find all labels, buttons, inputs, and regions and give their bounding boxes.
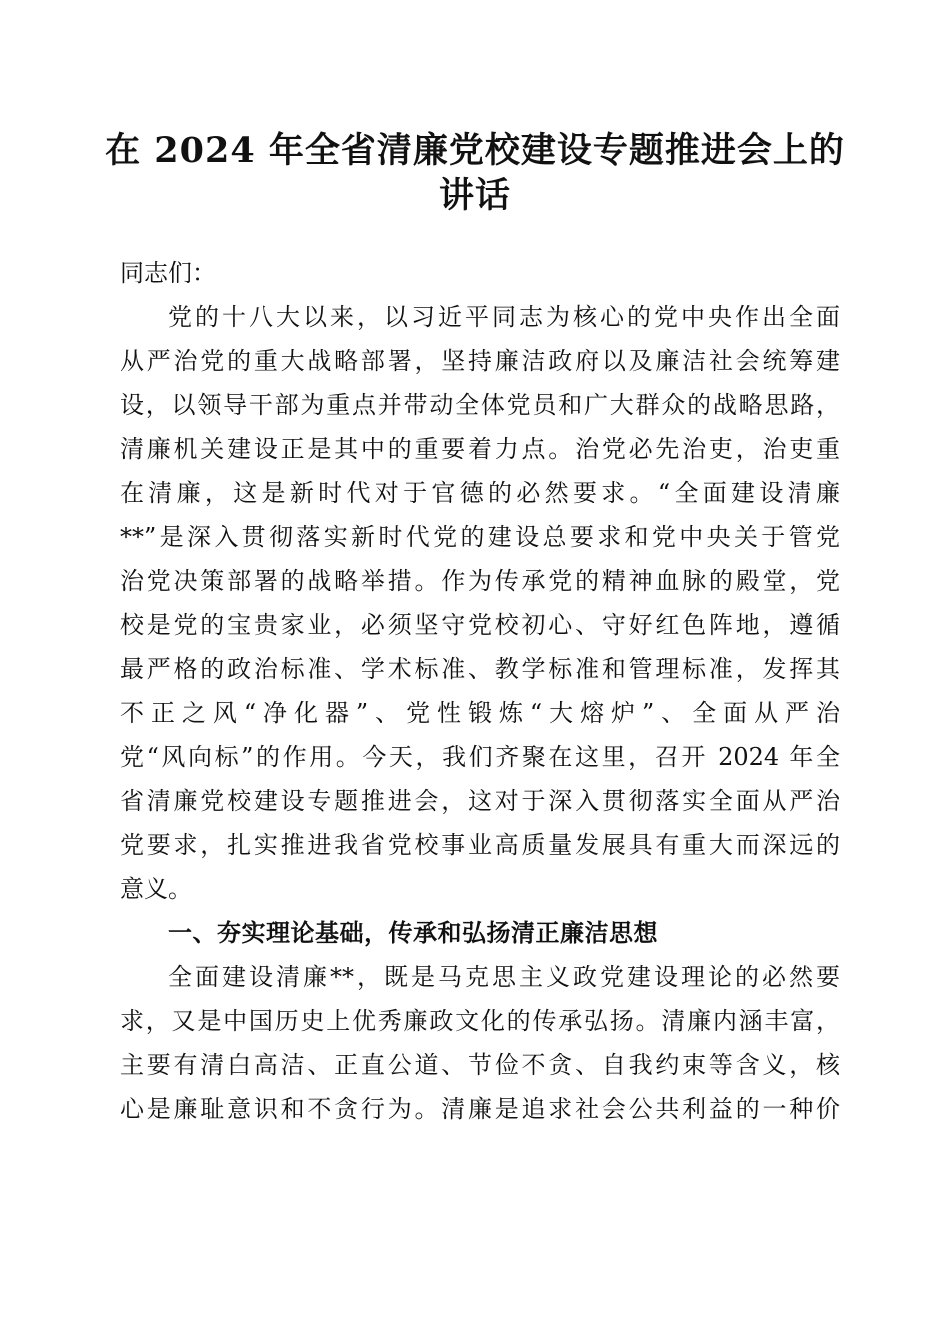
document-body [120,251,840,1131]
paragraph-line: 省清廉党校建设专题推进会，这对于深入贯彻落实全面从严治 [120,787,840,815]
paragraph-line: **”是深入贯彻落实新时代党的建设总要求和党中央关于管党 [120,523,840,551]
paragraph-line: 在清廉，这是新时代对于官德的必然要求。“全面建设清廉 [120,479,840,507]
paragraph-line: 心是廉耻意识和不贪行为。清廉是追求社会公共利益的一种价 [120,1095,840,1123]
paragraph-line: 主要有清白高洁、正直公道、节俭不贪、自我约束等含义，核 [120,1051,840,1079]
paragraph-line: 求，又是中国历史上优秀廉政文化的传承弘扬。清廉内涵丰富， [120,1007,840,1035]
paragraph-1 [120,295,840,911]
paragraph-line: 清廉机关建设正是其中的重要着力点。治党必先治吏，治吏重 [120,435,840,463]
paragraph-line: 全面建设清廉**，既是马克思主义政党建设理论的必然要 [168,963,840,991]
paragraph-line: 校是党的宝贵家业，必须坚守党校初心、守好红色阵地，遵循 [120,611,840,639]
paragraph-2 [120,955,840,1131]
paragraph-line: 治党决策部署的战略举措。作为传承党的精神血脉的殿堂，党 [120,567,840,595]
paragraph-line: 意义。 [120,875,192,903]
paragraph-line: 党的十八大以来，以习近平同志为核心的党中央作出全面 [168,303,840,331]
paragraph-line: 最严格的政治标准、学术标准、教学标准和管理标准，发挥其 [120,655,840,683]
title-line-1: 在 2024 年全省清廉党校建设专题推进会上的 [105,130,845,171]
paragraph-line: 党要求，扎实推进我省党校事业高质量发展具有重大而深远的 [120,831,840,859]
salutation: 同志们： [120,259,216,287]
paragraph-line: 从严治党的重大战略部署，坚持廉洁政府以及廉洁社会统筹建 [120,347,840,375]
paragraph-line: 不正之风“净化器”、党性锻炼“大熔炉”、全面从严治 [120,699,840,727]
title-line-2: 讲话 [438,175,511,216]
paragraph-line: 设，以领导干部为重点并带动全体党员和广大群众的战略思路， [120,391,840,419]
document-title [100,128,850,218]
section-1-heading: 一、夯实理论基础，传承和弘扬清正廉洁思想 [168,919,658,947]
paragraph-line: 党“风向标”的作用。今天，我们齐聚在这里，召开 2024 年全 [120,743,840,771]
